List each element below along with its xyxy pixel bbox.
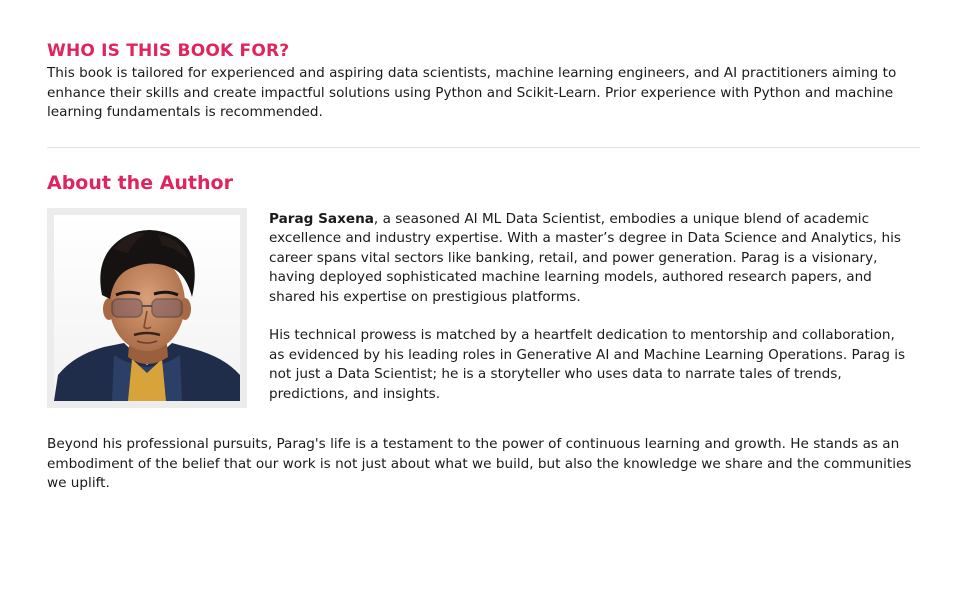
audience-text: This book is tailored for experienced and aspiring data scientists, machine learning engineers, and AI practitioners aiming to enhance their skills and create impactful solutions using Python and Scikit-Learn. Prior experience with Python and machine learning fundamentals is recommended. <box>47 65 897 120</box>
author-block <box>47 208 920 424</box>
author-portrait-icon <box>54 215 240 401</box>
author-name: Parag Saxena <box>269 210 374 227</box>
author-bio <box>269 208 909 424</box>
author-bio-paragraph-1-text: , a seasoned AI ML Data Scientist, embodies a unique blend of academic excellence and industry expertise. With a master’s degree in Data Science and Analytics, his career spans vital sectors like banking, retail, and power generation. Parag is a visionary, having deployed sophisticated machine learning models, authored research papers, and shared his expertise on prestigious platforms. <box>269 210 902 305</box>
author-bio-paragraph-2: His technical prowess is matched by a heartfelt dedication to mentorship and collaboration, as evidenced by his leading roles in Generative AI and Machine Learning Operations. Parag is not just a Data Scientist; he is a storyteller who uses data to narrate tales of trends, predictions, and insights. <box>269 327 906 402</box>
audience-heading: WHO IS THIS BOOK FOR? <box>47 41 290 61</box>
author-bio-paragraph-1 <box>269 210 909 308</box>
author-bio-paragraph-3: Beyond his professional pursuits, Parag's life is a testament to the power of continuous learning and growth. He stands as an embodiment of the belief that our work is not just about what we build, but also the knowledge we share and the communities we uplift. <box>47 436 912 491</box>
book-info-page <box>47 38 920 494</box>
author-heading: About the Author <box>47 171 233 194</box>
author-photo-frame <box>47 208 247 408</box>
section-divider <box>47 147 920 148</box>
